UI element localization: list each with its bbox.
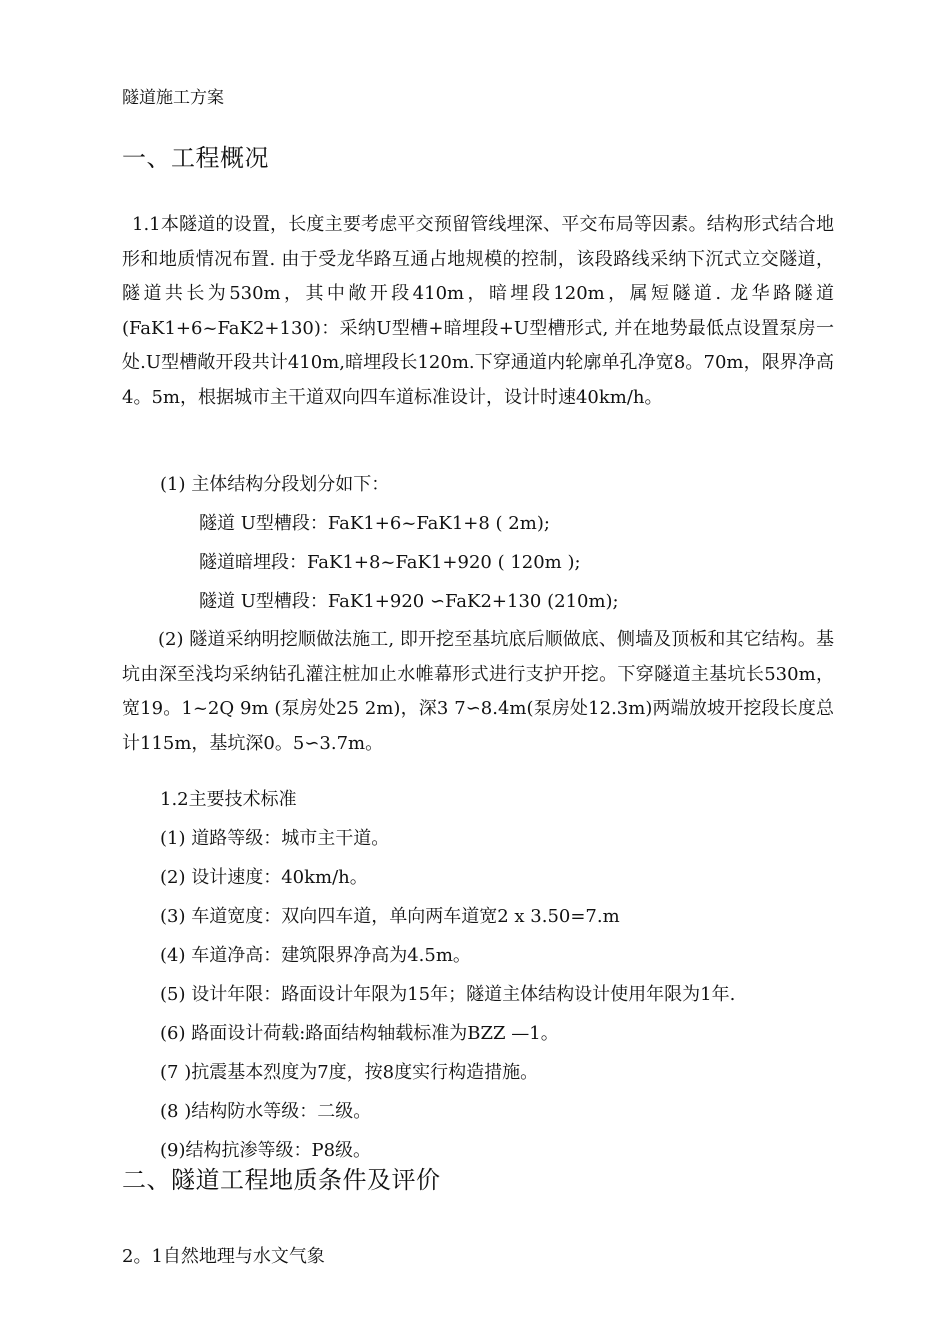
paragraph-tunnel-intro: 1.1本隧道的设置，长度主要考虑平交预留管线埋深、平交布局等因素。结构形式结合地形和地质情况布置. 由于受龙华路互通占地规模的控制，该段路线采纳下沉式立交隧道，隧道共长为530m，其中敞开段410m，暗埋段120m，属短隧道. 龙华路隧道(FaK1+6~FaK2+130)：采纳U型槽+暗埋段+U型槽形式, 并在地势最低点设置泵房一处.U型槽敞开段共计410m,暗埋段长120m.下穿通道内轮廓单孔净宽8。70m，限界净高4。5m，根据城市主干道双向四车道标准设计，设计时速40km/h。	[122, 214, 834, 408]
segment-line: 隧道 U型槽段：FaK1+6~FaK1+8 ( 2m);	[199, 513, 550, 534]
item-structure-segments-heading: (1) 主体结构分段划分如下：	[160, 474, 390, 495]
segment-line: 隧道暗埋段：FaK1+8~FaK1+920 ( 120m );	[199, 552, 581, 573]
subsection-heading-standards: 1.2主要技术标准	[160, 789, 297, 810]
standard-item: (9)结构抗渗等级：P8级。	[160, 1140, 372, 1161]
document-title: 隧道施工方案	[122, 88, 224, 108]
standard-item: (2) 设计速度：40km/h。	[160, 867, 368, 888]
section-heading-overview: 一、工程概况	[122, 144, 269, 172]
standard-item: (8 )结构防水等级：二级。	[160, 1101, 372, 1122]
subsection-heading-natural-geography: 2。1自然地理与水文气象	[122, 1246, 325, 1267]
standard-item: (3) 车道宽度：双向四车道，单向两车道宽2 x 3.50=7.m	[160, 906, 620, 927]
standard-item: (1) 道路等级：城市主干道。	[160, 828, 390, 849]
standard-item: (4) 车道净高：建筑限界净高为4.5m。	[160, 945, 471, 966]
standard-item: (5) 设计年限：路面设计年限为15年；隧道主体结构设计使用年限为1年.	[160, 984, 736, 1005]
standard-item: (6) 路面设计荷载:路面结构轴载标准为BZZ —1。	[160, 1023, 559, 1044]
segment-line: 隧道 U型槽段：FaK1+920 ∽FaK2+130 (210m);	[199, 591, 619, 612]
standard-item: (7 )抗震基本烈度为7度，按8度实行构造措施。	[160, 1062, 539, 1083]
paragraph-construction-method: (2) 隧道采纳明挖顺做法施工, 即开挖至基坑底后顺做底、侧墙及顶板和其它结构。基坑由深至浅均采纳钻孔灌注桩加止水帷幕形式进行支护开挖。下穿隧道主基坑长530m，宽19。1~2Q 9m (泵房处25 2m)，深3 7∽8.4m(泵房处12.3m)两端放坡开挖段长度总计115m，基坑深0。5∽3.7m。	[122, 629, 834, 754]
section-heading-geology: 二、隧道工程地质条件及评价	[122, 1166, 441, 1194]
